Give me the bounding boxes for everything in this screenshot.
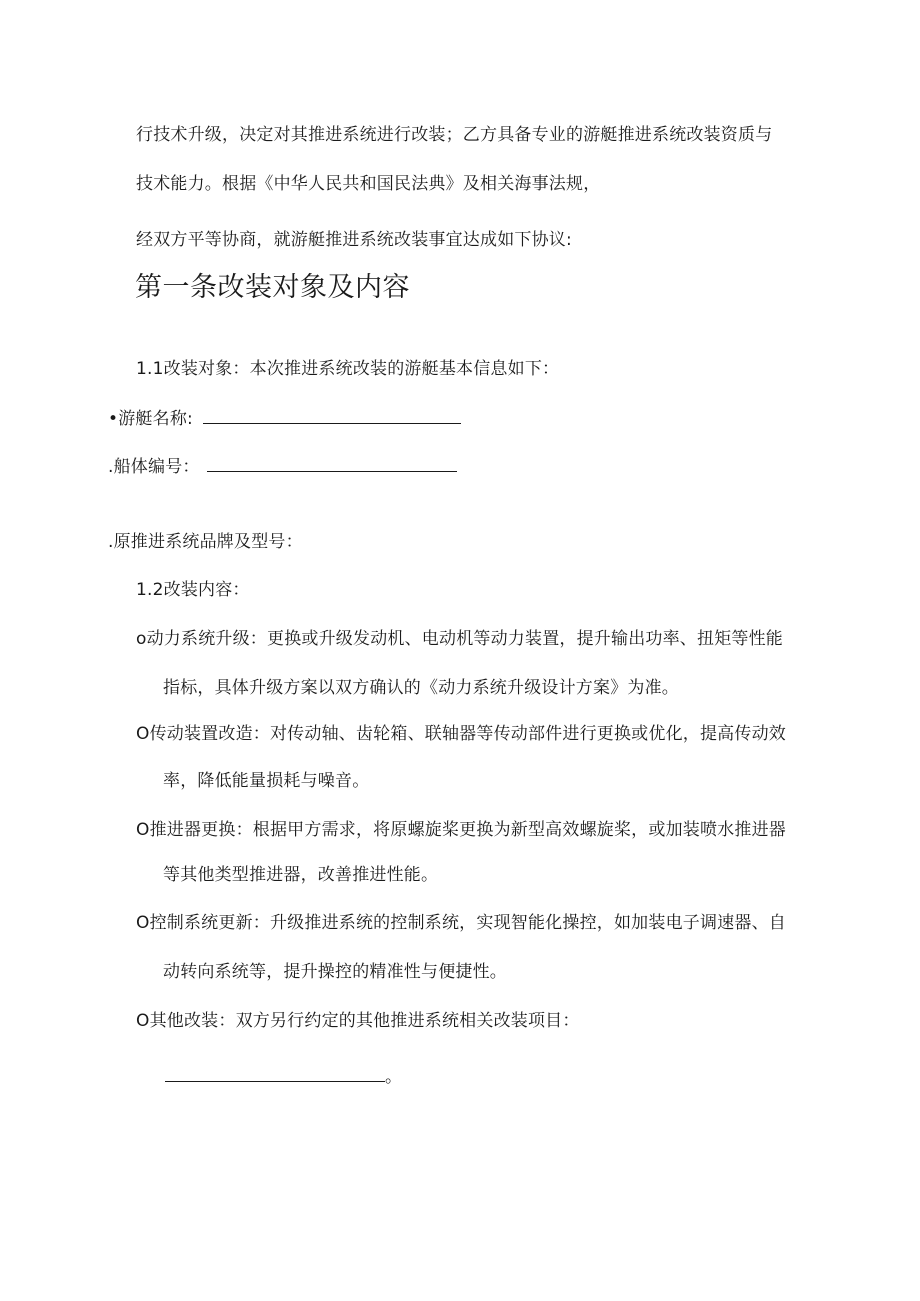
section-1-2: 1.2改装内容： <box>136 580 250 600</box>
yacht-name-row <box>108 408 461 430</box>
item-control-line-1: O控制系统更新：升级推进系统的控制系统，实现智能化操控，如加装电子调速器、自 <box>136 913 786 933</box>
original-system-label: .原推进系统品牌及型号： <box>108 532 303 552</box>
item-power-line-2: 指标，具体升级方案以双方确认的《动力系统升级设计方案》为准。 <box>163 678 679 698</box>
item-control-line-2: 动转向系统等，提升操控的精准性与便捷性。 <box>163 962 507 982</box>
item-propeller-line-2: 等其他类型推进器，改善推进性能。 <box>163 865 439 885</box>
item-transmission-line-1: O传动装置改造：对传动轴、齿轮箱、联轴器等传动部件进行更换或优化，提高传动效 <box>136 724 786 744</box>
item-other-line-1: O其他改装：双方另行约定的其他推进系统相关改装项目： <box>136 1011 580 1031</box>
other-blank-row <box>165 1066 402 1088</box>
yacht-name-blank <box>203 409 461 424</box>
article-1-heading: 第一条改装对象及内容 <box>135 272 410 303</box>
section-1-1: 1.1改装对象：本次推进系统改装的游艇基本信息如下： <box>136 359 560 379</box>
hull-number-blank <box>207 457 457 472</box>
other-blank <box>165 1067 385 1082</box>
intro-line-2: 技术能力。根据《中华人民共和国民法典》及相关海事法规， <box>136 174 601 194</box>
item-propeller-line-1: O推进器更换：根据甲方需求，将原螺旋桨更换为新型高效螺旋桨，或加装喷水推进器 <box>136 820 786 840</box>
intro-line-3: 经双方平等协商，就游艇推进系统改装事宜达成如下协议: <box>136 230 572 250</box>
item-power-line-1: o动力系统升级：更换或升级发动机、电动机等动力装置，提升输出功率、扭矩等性能 <box>136 629 783 649</box>
hull-number-label: .船体编号： <box>108 457 200 477</box>
yacht-name-label: •游艇名称: <box>108 409 193 429</box>
intro-line-1: 行技术升级，决定对其推进系统进行改装；乙方具备专业的游艇推进系统改装资质与 <box>136 125 773 145</box>
hull-number-row <box>108 456 457 478</box>
item-transmission-line-2: 率，降低能量损耗与噪音。 <box>163 771 370 791</box>
other-end-mark: 。 <box>385 1067 403 1087</box>
